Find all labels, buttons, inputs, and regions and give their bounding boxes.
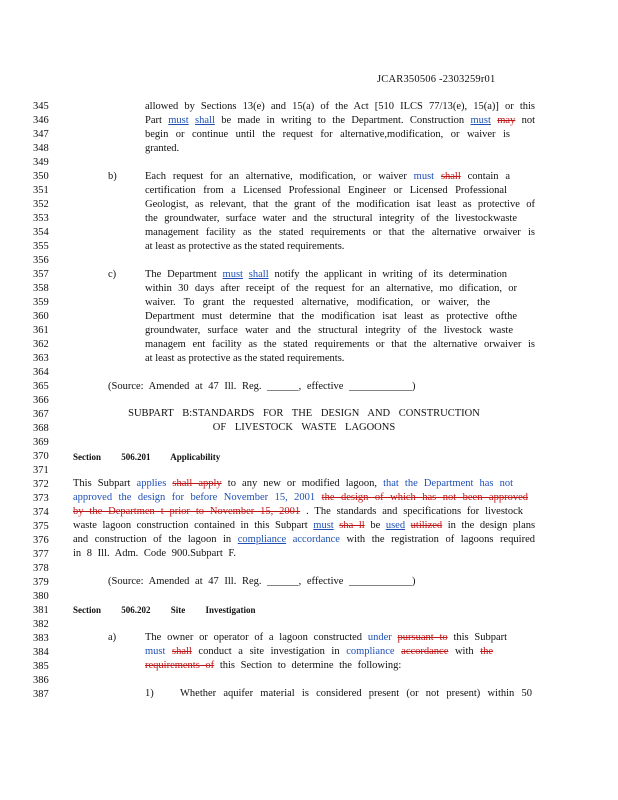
line-346	[145, 114, 535, 128]
text-run: and construction of the lagoon in	[73, 534, 232, 545]
line-359: waiver. To grant the requested alternative, modification, or waiver, the	[145, 297, 490, 308]
inserted-text: used	[385, 520, 406, 531]
line-361: groundwater, surface water and the structural integrity of the livestock waste	[145, 325, 513, 336]
line-number: 350	[33, 171, 49, 182]
subpart-title-line2: OF LIVESTOCK WASTE LAGOONS	[212, 422, 396, 433]
line-345: allowed by Sections 13(e) and 15(a) of the Act [510 ILCS 77/13(e), 15(a)] or this	[145, 101, 535, 112]
text-run: be made in writing to the Department. Construction	[221, 115, 465, 126]
line-number: 358	[33, 283, 49, 294]
line-number: 368	[33, 423, 49, 434]
line-number: 369	[33, 437, 49, 448]
inserted-text: accordance	[292, 534, 340, 545]
line-number: 360	[33, 311, 49, 322]
line-number: 387	[33, 689, 49, 700]
line-385	[145, 659, 401, 673]
line-number: 385	[33, 661, 49, 672]
text-run: conduct a site investigation in	[198, 646, 340, 657]
line-383	[145, 631, 507, 645]
line-387: Whether aquifer material is considered present (or not present) within 50	[180, 688, 532, 699]
inserted-text: compliance	[346, 646, 395, 657]
line-372	[73, 477, 513, 491]
line-363: at least as protective as the stated requirements.	[145, 353, 345, 364]
inserted-text: compliance	[237, 534, 287, 545]
inserted-text: approved the design for before November 15, 2001	[73, 492, 316, 503]
deleted-text: utilized	[410, 520, 443, 531]
line-number: 377	[33, 549, 49, 560]
text-run: with	[454, 646, 474, 657]
deleted-text: the	[480, 646, 494, 657]
line-number: 354	[33, 227, 49, 238]
item-b-label: b)	[108, 171, 117, 182]
line-number: 361	[33, 325, 49, 336]
line-number: 345	[33, 101, 49, 112]
inserted-text: that the Department has not	[383, 478, 514, 489]
line-number: 367	[33, 409, 49, 420]
line-number: 359	[33, 297, 49, 308]
section-506-201-heading: Section 506.201 Applicability	[73, 452, 221, 462]
text-run: contain a	[467, 171, 511, 182]
line-number: 384	[33, 647, 49, 658]
line-number: 349	[33, 157, 49, 168]
line-355: at least as protective as the stated requirements.	[145, 241, 345, 252]
line-373	[73, 491, 528, 505]
source-note-2: (Source: Amended at 47 Ill. Reg. ______, effective ____________)	[108, 576, 416, 587]
subpart-title-line1: SUBPART B:STANDARDS FOR THE DESIGN AND CONSTRUCTION	[128, 408, 480, 419]
line-number: 374	[33, 507, 49, 518]
deleted-text: sha ll	[339, 520, 365, 531]
deleted-text: requirements of	[145, 660, 215, 671]
line-number: 383	[33, 633, 49, 644]
line-number: 347	[33, 129, 49, 140]
line-347: begin or continue until the request for alternative,modification, or waiver is	[145, 129, 510, 140]
line-number: 376	[33, 535, 49, 546]
inserted-text: must	[145, 646, 166, 657]
text-run: to any new or modified lagoon,	[227, 478, 377, 489]
section-506-202-heading: Section 506.202 Site Investigation	[73, 605, 256, 615]
text-run: waste lagoon construction contained in this Subpart	[73, 520, 308, 531]
deleted-text: by the Departmen t prior to November 15, 2001	[73, 506, 301, 517]
line-number: 370	[33, 451, 49, 462]
deleted-text: shall	[172, 646, 192, 657]
text-run: This Subpart	[73, 478, 131, 489]
inserted-text: under	[367, 632, 392, 643]
line-number: 381	[33, 605, 49, 616]
inserted-text: must	[168, 115, 189, 126]
item-1-label: 1)	[145, 688, 154, 699]
line-number: 346	[33, 115, 49, 126]
line-number: 348	[33, 143, 49, 154]
doc-id-header: JCAR350506 -2303259r01	[377, 74, 496, 85]
inserted-text: applies	[136, 478, 167, 489]
text-run: not	[521, 115, 536, 126]
line-376	[73, 533, 535, 547]
item-a-label: a)	[108, 632, 117, 643]
line-360: Department must determine that the modification isat least as protective ofthe	[145, 311, 517, 322]
line-384	[145, 645, 493, 659]
source-note-1: (Source: Amended at 47 Ill. Reg. ______, effective ____________)	[108, 381, 416, 392]
deleted-text: may	[497, 115, 516, 126]
text-run: notify the applicant in writing of its determination	[274, 269, 508, 280]
text-run: . The standards and specifications for livestock	[306, 506, 523, 517]
text-run: The Department	[145, 269, 217, 280]
line-number: 380	[33, 591, 49, 602]
inserted-text: shall	[248, 269, 269, 280]
text-run: in the design plans	[447, 520, 536, 531]
line-number: 379	[33, 577, 49, 588]
text-run: Each request for an alternative, modification, or waiver	[145, 171, 407, 182]
line-358: within 30 days after receipt of the request for an alternative, mo dification, or	[145, 283, 517, 294]
inserted-text: must	[470, 115, 491, 126]
line-number: 372	[33, 479, 49, 490]
line-number: 375	[33, 521, 49, 532]
inserted-text: shall	[195, 115, 215, 126]
line-number: 373	[33, 493, 49, 504]
line-374	[73, 505, 523, 519]
inserted-text: must	[222, 269, 243, 280]
item-c-label: c)	[108, 269, 117, 280]
text-run: Part	[145, 115, 162, 126]
line-354: management facility as the stated requirements or that the alternative orwaiver is	[145, 227, 535, 238]
deleted-text: the design of which has not been approved	[321, 492, 528, 503]
line-number: 386	[33, 675, 49, 686]
line-number: 366	[33, 395, 49, 406]
line-number: 356	[33, 255, 49, 266]
line-352: Geologist, as relevant, that the grant of the modification isat least as protective of	[145, 199, 535, 210]
text-run: this Section to determine the following:	[219, 660, 402, 671]
inserted-text: must	[313, 520, 334, 531]
deleted-text: shall	[440, 171, 461, 182]
inserted-text: must	[413, 171, 435, 182]
line-number: 363	[33, 353, 49, 364]
line-357	[145, 268, 507, 282]
line-350	[145, 170, 510, 184]
line-number: 365	[33, 381, 49, 392]
line-number: 355	[33, 241, 49, 252]
line-351: certification from a Licensed Professional Engineer or Licensed Professional	[145, 185, 507, 196]
line-375	[73, 519, 535, 533]
line-number: 371	[33, 465, 49, 476]
line-number: 364	[33, 367, 49, 378]
line-362: managem ent facility as the stated requirements or that the alternative orwaiver is	[145, 339, 535, 350]
line-number: 378	[33, 563, 49, 574]
line-number: 352	[33, 199, 49, 210]
line-348: granted.	[145, 143, 180, 154]
deleted-text: shall apply	[172, 478, 222, 489]
line-number: 362	[33, 339, 49, 350]
deleted-text: pursuant to	[397, 632, 448, 643]
deleted-text: accordance	[401, 646, 449, 657]
line-number: 382	[33, 619, 49, 630]
line-number: 353	[33, 213, 49, 224]
text-run: this Subpart	[453, 632, 508, 643]
line-353: the groundwater, surface water and the structural integrity of the livestockwaste	[145, 213, 517, 224]
line-377: in 8 Ill. Adm. Code 900.Subpart F.	[73, 548, 236, 559]
text-run: be	[370, 520, 381, 531]
line-number: 357	[33, 269, 49, 280]
line-number: 351	[33, 185, 49, 196]
text-run: The owner or operator of a lagoon constructed	[145, 632, 363, 643]
text-run: with the registration of lagoons required	[346, 534, 536, 545]
